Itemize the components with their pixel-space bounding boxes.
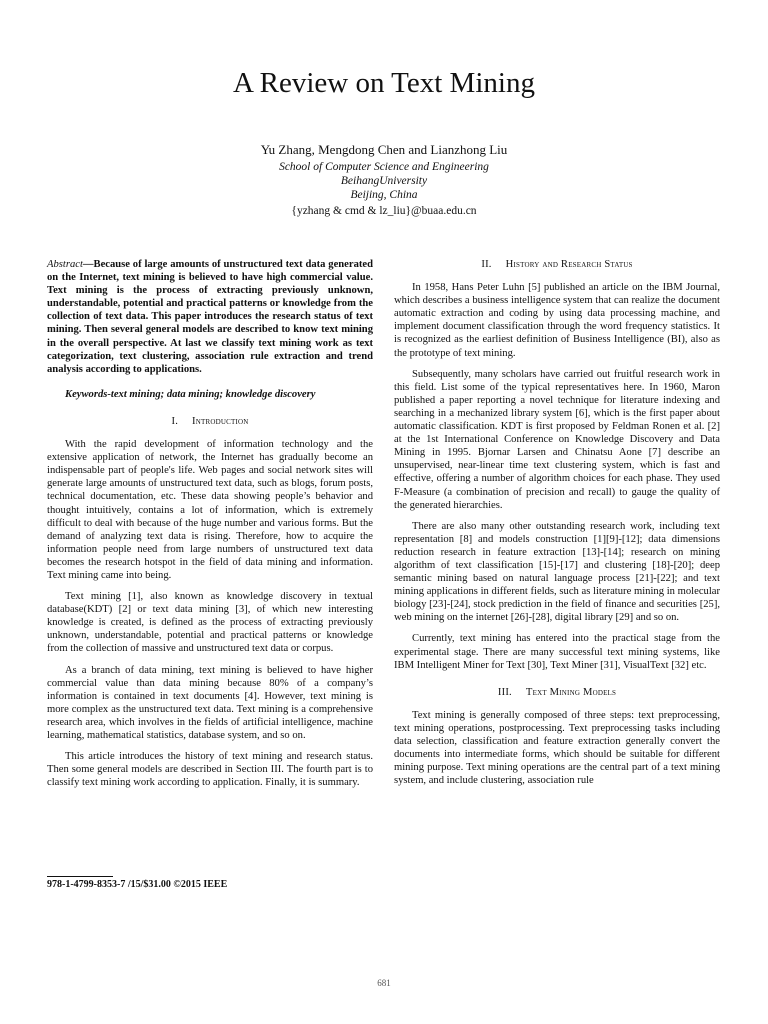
page-number: 681: [377, 978, 391, 988]
section-heading-models: [394, 686, 720, 699]
right-column: [394, 258, 720, 795]
intro-paragraph: As a branch of data mining, text mining is believed to have higher commercial value than data mining because 80% of a company’s information is contained in text documents [4]. However, text mining is more complex as the unstructured text data. Text mining is a comprehensive research area, which involves in the fields of artificial intelligence, machine learning, mathematical statistics, database system, and so on.: [47, 664, 373, 741]
section-number: III.: [497, 686, 512, 698]
intro-paragraph: Text mining [1], also known as knowledge discovery in textual database(KDT) [2] or text data mining [3], of which new interesting knowledge is created, is defined as the process of extracting previously unknown, understandable, potential and practical patterns or knowledge from the collection of massive and unstructured text data or corpus.: [47, 591, 373, 655]
section-number: I.: [171, 415, 179, 427]
affiliation-city: Beijing, China: [350, 189, 418, 201]
author-email: {yzhang & cmd & lz_liu}@buaa.edu.cn: [291, 205, 477, 217]
abstract-text: —Because of large amounts of unstructured text data generated on the Internet, text mining is believed to have high commercial value. Text mining is the process of extracting previously unknown, understandable, potential and practical patterns or knowledge from the collection of text data. This paper introduces the research status of text mining. Then several general models are described to know text mining in the overall perspective. At last we classify text mining work as text categorization, text clustering, association rule extraction and trend analysis according to applications.: [47, 259, 373, 375]
section-heading-history: [394, 258, 720, 271]
intro-paragraph: This article introduces the history of text mining and research status. Then some general models are described in Section III. The fourth part is to classify text mining work according to application. Finally, it is summary.: [47, 751, 373, 789]
left-column: [47, 258, 373, 797]
history-paragraph: Subsequently, many scholars have carried out fruitful research work in this field. List some of the typical representatives here. In 1960, Maron published a paper reporting a novel technique for literature indexing and searching in a mechanized library system [6], which is the first paper about automatic classification. KDT is first proposed by Feldman Ronen et al. [2] at the 1st International Conference on Knowledge Discovery and Data Mining in 1995. Bjornar Larsen and Chinatsu Aone [7] describe an unsupervised, near-linear time text clustering system, which is fast and effective, offering a number of algorithm choices for each phase. They used F-Measure (a combination of precision and recall) to gauge the quality of the generated hierarchies.: [394, 368, 720, 511]
section-number: II.: [481, 259, 492, 270]
affiliation-school: School of Computer Science and Engineering: [279, 161, 489, 173]
history-paragraph: Currently, text mining has entered into the practical stage from the experimental stage. There are many successful text mining systems, like IBM Intelligent Miner for Text [30], Text Miner [31], VisualText [32] etc.: [394, 633, 720, 671]
affiliation: [0, 160, 768, 202]
section-title: Text Mining Models: [525, 686, 617, 698]
section-title: History and Research Status: [505, 259, 633, 270]
author-list: Yu Zhang, Mengdong Chen and Lianzhong Liu: [260, 142, 508, 157]
keywords: Keywords-text mining; data mining; knowledge discovery: [65, 388, 316, 400]
models-paragraph: Text mining is generally composed of three steps: text preprocessing, text mining operations, postprocessing. Text preprocessing tasks including data selection, classification and feature extraction generally convert the documents into intermediate forms, which should be suitable for different mining purpose. Text mining operations are the central part of a text mining system, and include clustering, association rule: [394, 709, 720, 787]
section-heading-introduction: [47, 415, 373, 428]
paper-title: A Review on Text Mining: [233, 67, 535, 99]
history-paragraph: In 1958, Hans Peter Luhn [5] published an article on the IBM Journal, which describes a business intelligence system that can realize the document automatic extraction and coding by using data processing machine, and implement document classification through the word frequency statistics. It is recognized as the earliest definition of Business Intelligence (BI), also as the prototype of text mining.: [394, 282, 720, 359]
section-title: Introduction: [192, 415, 249, 427]
intro-paragraph: With the rapid development of information technology and the extensive application of network, the Internet has gradually become an indispensable part of people's life. Web pages and social network sites will generate large amounts of unstructured text data, such as blogs, forum posts, technical documentation, etc. These data showing people’s behavior and thought intuitively, contains a lot of information, which is extremely difficult to deal with because of the huge number and various forms. But the demand of analyzing text data is rising. Therefore, how to acquire the information people need from large numbers of unstructured text data becomes the research hotspot in the field of data mining and information. Text mining came into being.: [47, 439, 373, 581]
abstract-label: Abstract: [47, 259, 83, 270]
abstract: [47, 258, 373, 376]
history-paragraph: There are also many other outstanding research work, including text representation [8] and models construction [1][9]-[12]; data dimensions reduction research in feature extraction [13]-[14]; research on mining algorithm of text classification [15]-[17] and clustering [18]-[20]; deep semantic mining based on natural language process [21]-[22]; and text mining applications in different fields, such as literature mining in molecular biology [23]-[24], stock prediction in the field of finance and securities [25], web mining on the internet [26]-[28], digital library [29] and so on.: [394, 520, 720, 624]
footnote-divider: [47, 876, 113, 877]
affiliation-university: BeihangUniversity: [340, 175, 428, 187]
copyright-footnote: 978-1-4799-8353-7 /15/$31.00 ©2015 IEEE: [47, 879, 228, 890]
